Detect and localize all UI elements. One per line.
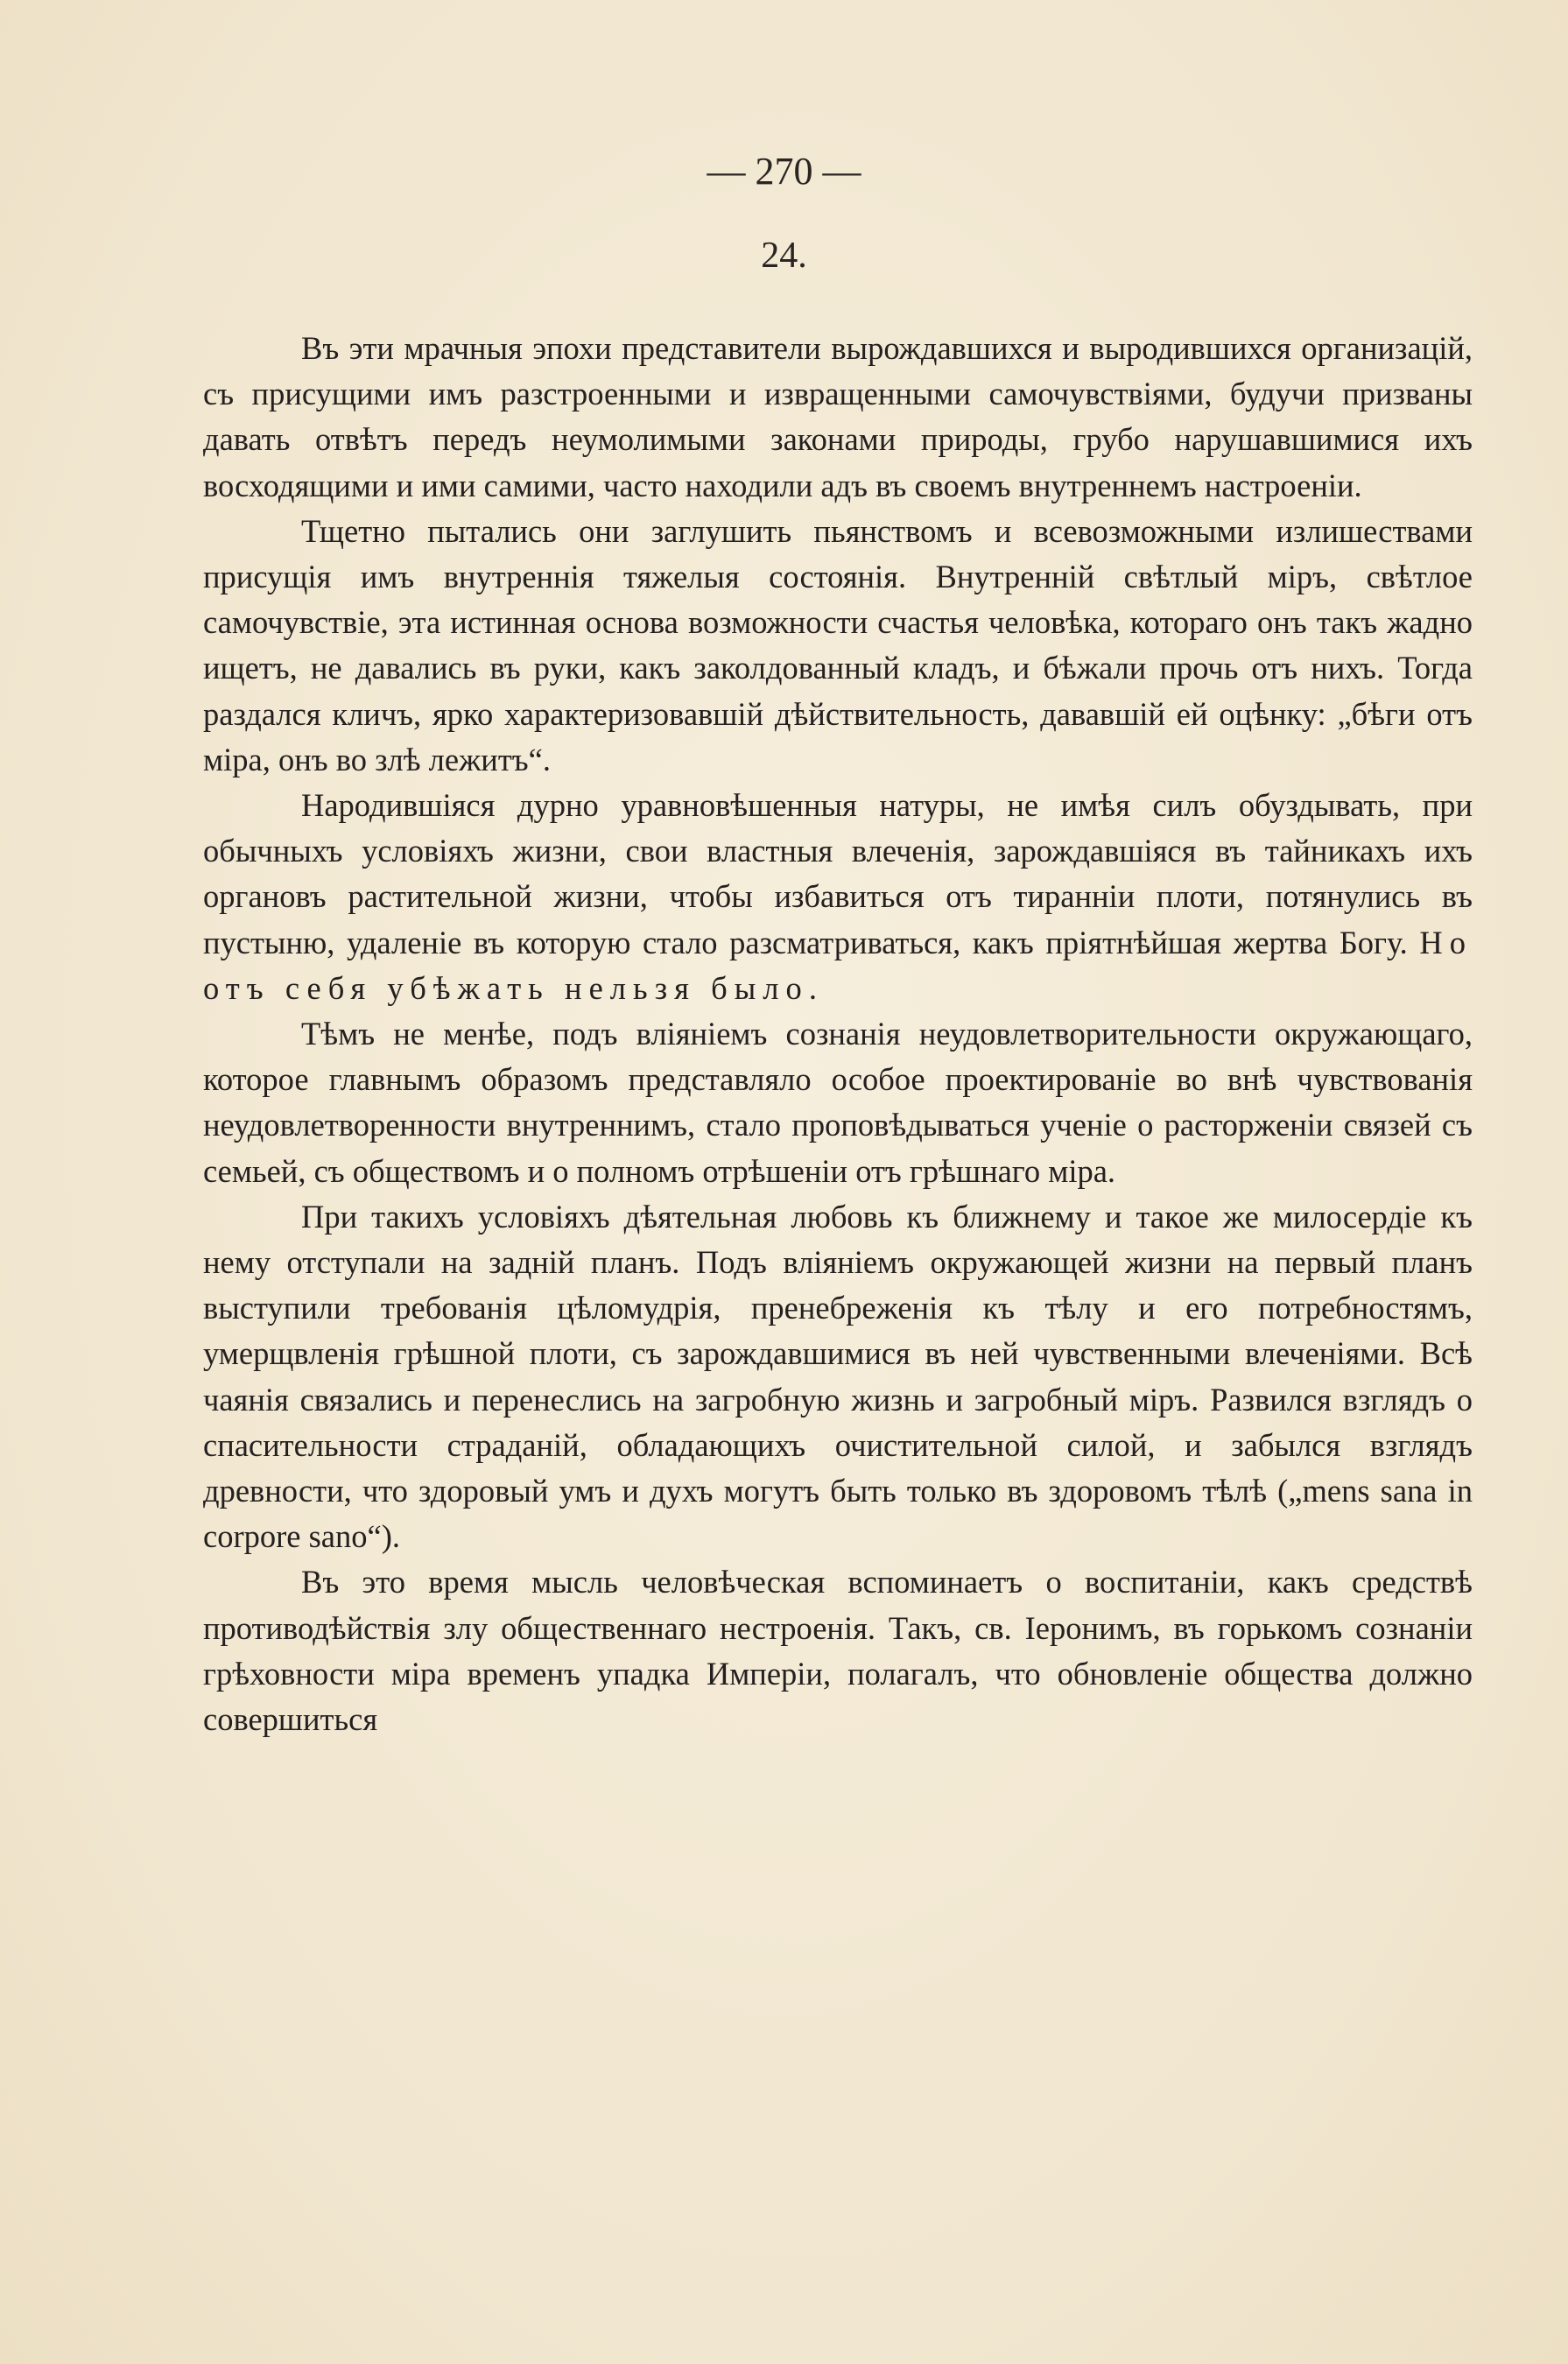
body-text <box>203 326 1473 1742</box>
paragraph-5: При такихъ условіяхъ дѣятельная любовь къ ближнему и такое же милосердіе къ нему отступали на задній планъ. Подъ вліяніемъ окружающей жизни на первый планъ выступили требованія цѣломудрія, пренебреженія къ тѣлу и его потребностямъ, умерщвленія грѣшной плоти, съ зарождавшимися въ ней чувственными влеченіями. Всѣ чаянія связались и перенеслись на загробную жизнь и загробный міръ. Развился взглядъ о спасительности страданій, обладающихъ очистительной силой, и забылся взглядъ древности, что здоровый умъ и духъ могутъ быть только въ здоровомъ тѣлѣ („mens sana in corpore sano“). <box>203 1198 1473 1555</box>
paragraph-3 <box>203 783 1473 1011</box>
section-number: 24. <box>761 236 807 276</box>
page-number: — 270 — <box>707 150 861 193</box>
paragraph-2: Тщетно пытались они заглушить пьянствомъ и всевозможными излишествами присущія имъ внутреннія тяжелыя состоянія. Внутренній свѣтлый міръ, свѣтлое самочувствіе, эта истинная основа возможности счастья человѣка, котораго онъ такъ жадно ищетъ, не давались въ руки, какъ заколдованный кладъ, и бѣжали прочь отъ нихъ. Тогда раздался кличъ, ярко характеризовавшій дѣйствительность, дававшій ей оцѣнку: „бѣги отъ міра, онъ во злѣ лежитъ“. <box>203 512 1473 777</box>
paragraph-1: Въ эти мрачныя эпохи представители вырождавшихся и выродившихся организацій, съ присущими имъ разстроенными и извращенными самочувствіями, будучи призваны давать отвѣтъ передъ неумолимыми законами природы, грубо нарушавшимися ихъ восходящими и ими самими, часто находили адъ въ своемъ внутреннемъ настроеніи. <box>203 330 1473 503</box>
spaced-emphasis: Но отъ себя убѣжать нельзя было. <box>203 924 1473 1006</box>
paragraph-6: Въ это время мысль человѣческая вспоминаетъ о воспитаніи, какъ средствѣ противодѣйствія злу общественнаго нестроенія. Такъ, св. Іеронимъ, въ горькомъ сознаніи грѣховности міра временъ упадка Имперіи, полагалъ, что обновленіе общества должно совершиться <box>203 1564 1473 1738</box>
paragraph-3-text: Народившіяся дурно уравновѣшенныя натуры, не имѣя силъ обуздывать, при обычныхъ условіяхъ жизни, свои властныя влеченія, зарождавшіяся въ тайникахъ ихъ органовъ растительной жизни, чтобы избавиться отъ тиранніи плоти, потянулись въ пустыню, удаленіе въ которую стало разсматриваться, какъ пріятнѣйшая жертва Богу. <box>203 787 1473 960</box>
paragraph-4: Тѣмъ не менѣе, подъ вліяніемъ сознанія неудовлетворительности окружающаго, которое главнымъ образомъ представляло особое проектированіе во внѣ чувствованія неудовлетворенности внутреннимъ, стало проповѣдываться ученіе о расторженіи связей съ семьей, съ обществомъ и о полномъ отрѣшеніи отъ грѣшнаго міра. <box>203 1016 1473 1189</box>
